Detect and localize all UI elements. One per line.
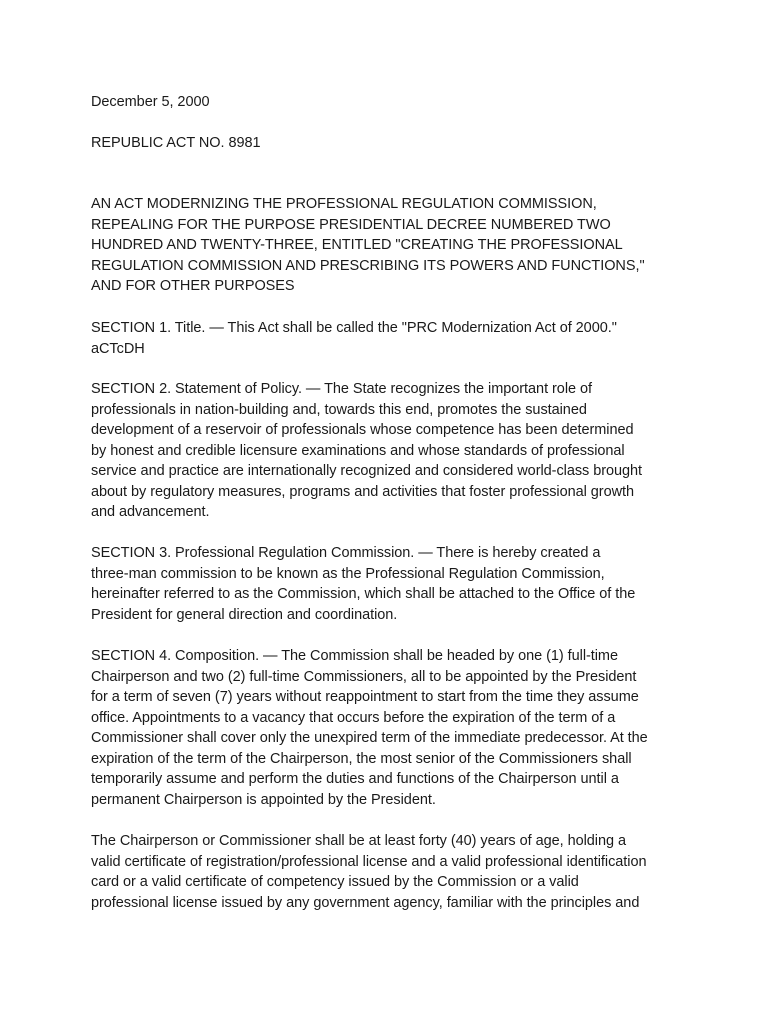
paragraph-line: professional license issued by any government agency, familiar with the principles and [91,894,640,911]
act-title-line: AND FOR OTHER PURPOSES [91,278,295,294]
section-2-line: professionals in nation-building and, towards this end, promotes the sustained [91,401,587,418]
act-title-line: AN ACT MODERNIZING THE PROFESSIONAL REGULATION COMMISSION, [91,196,597,212]
section-4-line: temporarily assume and perform the duties and functions of the Chairperson until a [91,771,619,787]
section-2 [91,379,642,523]
section-3-line: SECTION 3. Professional Regulation Commission. — There is hereby created a [91,545,601,561]
section-1-line: SECTION 1. Title. — This Act shall be called the "PRC Modernization Act of 2000." [91,320,617,336]
section-3-line: three-man commission to be known as the Professional Regulation Commission, [91,565,605,582]
section-4-line: for a term of seven (7) years without reappointment to start from the time they assume [91,689,639,705]
section-3-line: President for general direction and coordination. [91,606,398,623]
section-4-line: office. Appointments to a vacancy that occurs before the expiration of the term of a [91,709,616,726]
section-2-line: about by regulatory measures, programs and activities that foster professional growth [91,483,634,500]
section-3 [91,543,635,625]
section-2-line: development of a reservoir of professionals whose competence has been determined [91,422,634,438]
section-4-line: SECTION 4. Composition. — The Commission shall be headed by one (1) full-time [91,648,618,664]
act-title-line: REPEALING FOR THE PURPOSE PRESIDENTIAL DECREE NUMBERED TWO [91,216,611,233]
section-4-line: Chairperson and two (2) full-time Commissioners, all to be appointed by the President [91,668,637,685]
paragraph-line: card or a valid certificate of competency issued by the Commission or a valid [91,874,579,890]
section-4 [91,646,648,810]
act-title [91,194,645,297]
section-4-line: permanent Chairperson is appointed by the President. [91,791,436,808]
paragraph-line: valid certificate of registration/professional license and a valid professional identification [91,853,647,870]
section-2-line: SECTION 2. Statement of Policy. — The State recognizes the important role of [91,381,592,397]
section-1-line: aCTcDH [91,340,145,357]
section-3-line: hereinafter referred to as the Commission, which shall be attached to the Office of the [91,586,636,602]
section-1 [91,318,617,359]
section-4-paragraph-2 [91,831,646,913]
act-title-line: HUNDRED AND TWENTY-THREE, ENTITLED "CREATING THE PROFESSIONAL [91,237,623,253]
section-2-line: service and practice are internationally recognized and considered world-class brought [91,463,643,479]
section-4-line: Commissioner shall cover only the unexpired term of the immediate predecessor. At the [91,730,648,746]
section-4-line: expiration of the term of the Chairperson, the most senior of the Commissioners shall [91,750,632,767]
act-number: REPUBLIC ACT NO. 8981 [91,135,261,151]
paragraph-line: The Chairperson or Commissioner shall be at least forty (40) years of age, holding a [91,833,626,849]
act-title-line: REGULATION COMMISSION AND PRESCRIBING ITS POWERS AND FUNCTIONS," [91,257,645,274]
document-date: December 5, 2000 [91,94,210,110]
section-2-line: and advancement. [91,504,210,520]
section-2-line: by honest and credible licensure examinations and whose standards of professional [91,442,625,459]
